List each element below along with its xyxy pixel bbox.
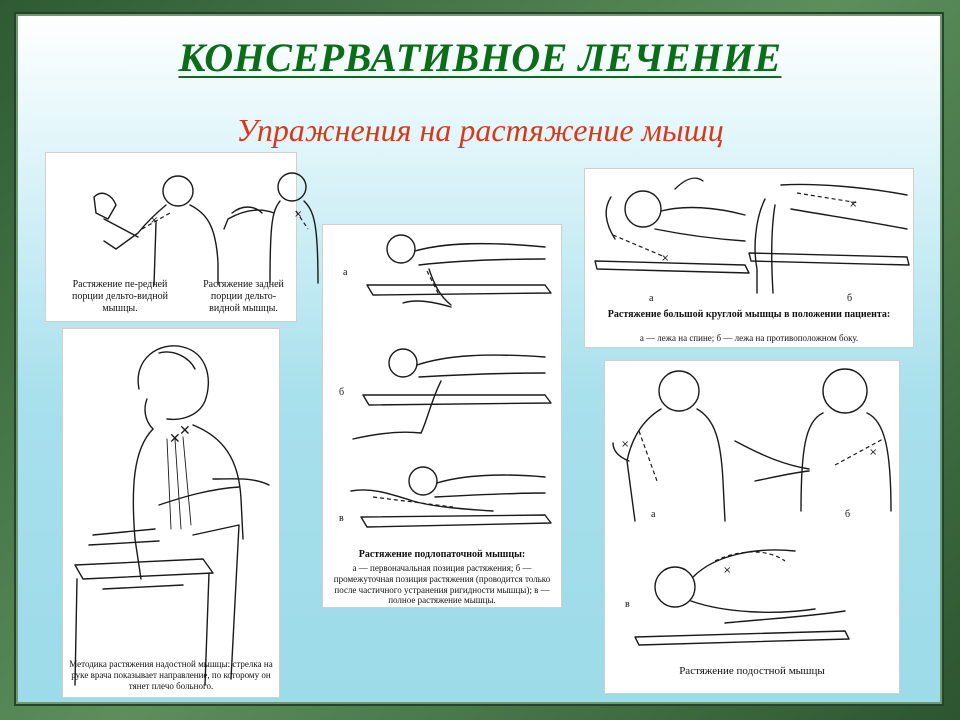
- subscapularis-label-a: а: [343, 267, 348, 278]
- subscapularis-caption-title: Растяжение подлопаточной мышцы:: [358, 549, 526, 560]
- teres-major-label-a: а: [649, 293, 654, 304]
- svg-text:×: ×: [723, 565, 732, 576]
- infraspinatus-caption: Растяжение подостной мышцы: [679, 665, 825, 677]
- subscapularis-stretch-figure: [322, 224, 562, 608]
- teres-major-caption-body: а — лежа на спине; б — лежа на противоположном боку.: [639, 333, 859, 343]
- deltoid-front-caption: Растяжение пе-редней порции дельто-видной мышцы.: [71, 279, 169, 314]
- svg-text:×: ×: [849, 199, 858, 210]
- deltoid-stretch-figure: [45, 152, 303, 322]
- deltoid-back-caption: Растяжение задней порции дельто-видной мышцы.: [203, 279, 284, 314]
- svg-text:✕: ✕: [169, 431, 181, 447]
- infraspinatus-stretch-illustration: [605, 361, 899, 693]
- teres-major-caption-title: Растяжение большой круглой мышцы в положении пациента:: [607, 309, 891, 320]
- subscapularis-label-b: б: [339, 387, 345, 398]
- supraspinatus-stretch-illustration: [63, 329, 279, 697]
- svg-text:×: ×: [661, 253, 670, 264]
- infraspinatus-stretch-figure: [604, 360, 900, 694]
- subscapularis-caption-body: а — первоначальная позиция растяжения; б — промежуточная позиция растяжения (проводится только после частичного устранения ригидности мышцы); в — полное растяжение мышцы.: [333, 563, 551, 606]
- svg-text:×: ×: [150, 215, 159, 226]
- infraspinatus-label-b: б: [845, 509, 851, 520]
- svg-text:×: ×: [621, 439, 630, 450]
- infraspinatus-label-a: а: [651, 509, 656, 520]
- slide-title: КОНСЕРВАТИВНОЕ ЛЕЧЕНИЕ: [178, 35, 782, 80]
- svg-text:×: ×: [869, 447, 878, 458]
- svg-text:×: ×: [294, 209, 303, 220]
- infraspinatus-label-c: в: [625, 599, 630, 610]
- teres-major-label-b: б: [847, 293, 853, 304]
- subscapularis-label-c: в: [339, 513, 344, 524]
- teres-major-stretch-figure: [584, 168, 914, 348]
- supraspinatus-caption: Методика растяжения надостной мышцы: стрелка на руке врача показывает направление, по которому он тянет плечо больного.: [69, 659, 273, 691]
- svg-text:✕: ✕: [179, 423, 191, 439]
- slide-subtitle: Упражнения на растяжение мышц: [236, 112, 724, 148]
- supraspinatus-stretch-figure: [62, 328, 280, 698]
